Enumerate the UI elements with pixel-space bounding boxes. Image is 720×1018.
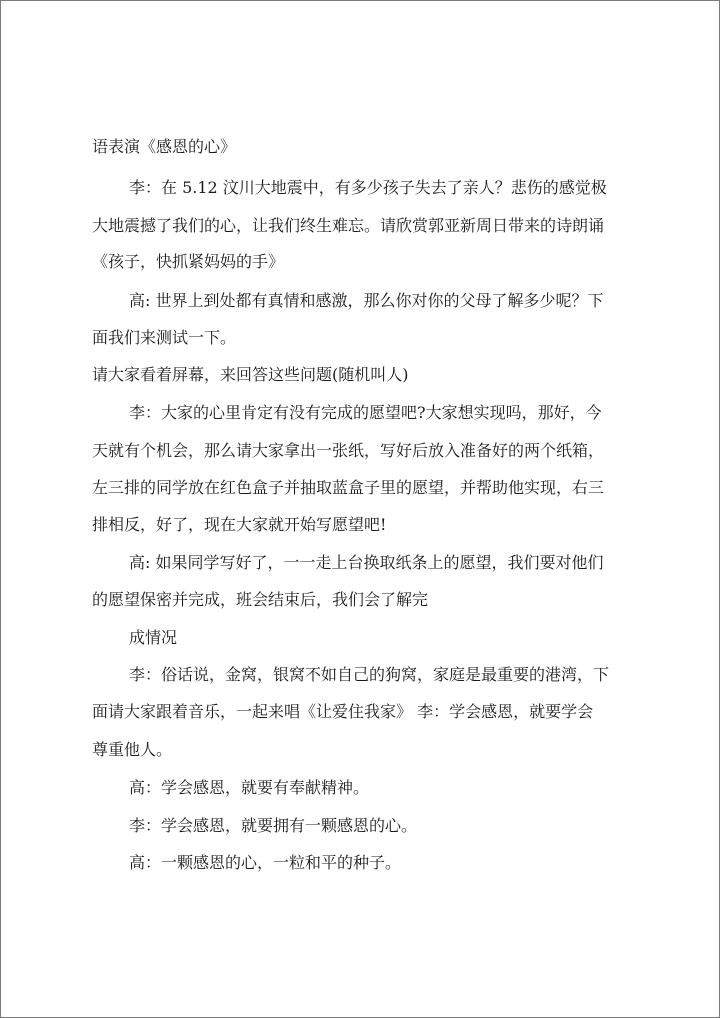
text-line: 尊重他人。 xyxy=(92,740,173,759)
text-line: 大地震撼了我们的心，让我们终生难忘。请欣赏郭亚新周日带来的诗朗诵 xyxy=(92,216,605,235)
text-line: 成情况 xyxy=(129,628,178,647)
text-line: 李：学会感恩，就要拥有一颗感恩的心。 xyxy=(129,816,418,835)
text-line: 高: 世界上到处都有真情和感激，那么你对你的父母了解多少呢？下 xyxy=(129,291,604,310)
text-line: 高：一颗感恩的心，一粒和平的种子。 xyxy=(129,853,402,872)
text-line: 《孩子，快抓紧妈妈的手》 xyxy=(92,252,285,271)
text-line: 面我们来测试一下。 xyxy=(92,328,237,347)
text-line: 高：学会感恩，就要有奉献精神。 xyxy=(129,778,370,797)
text-line: 李：俗话说，金窝，银窝不如自己的狗窝，家庭是最重要的港湾，下 xyxy=(129,665,610,684)
text-line: 高: 如果同学写好了，一一走上台换取纸条上的愿望，我们要对他们 xyxy=(129,553,604,572)
text-line: 李：大家的心里肯定有没有完成的愿望吧?大家想实现吗，那好，今 xyxy=(129,403,602,422)
text-line: 的愿望保密并完成，班会结束后，我们会了解完 xyxy=(92,590,429,609)
text-line: 请大家看着屏幕，来回答这些问题(随机叫人) xyxy=(92,365,409,384)
text-line: 左三排的同学放在红色盒子并抽取蓝盒子里的愿望，并帮助他实现，右三 xyxy=(92,478,605,497)
text-line: 排相反，好了，现在大家就开始写愿望吧! xyxy=(92,515,387,534)
text-line: 面请大家跟着音乐，一起来唱《让爱住我家》 李：学会感恩，就要学会 xyxy=(92,702,594,721)
text-line: 李：在 5.12 汶川大地震中，有多少孩子失去了亲人？悲伤的感觉极 xyxy=(129,178,607,197)
text-line: 语表演《感恩的心》 xyxy=(92,137,237,156)
text-line: 天就有个机会，那么请大家拿出一张纸，写好后放入准备好的两个纸箱， xyxy=(92,441,605,460)
